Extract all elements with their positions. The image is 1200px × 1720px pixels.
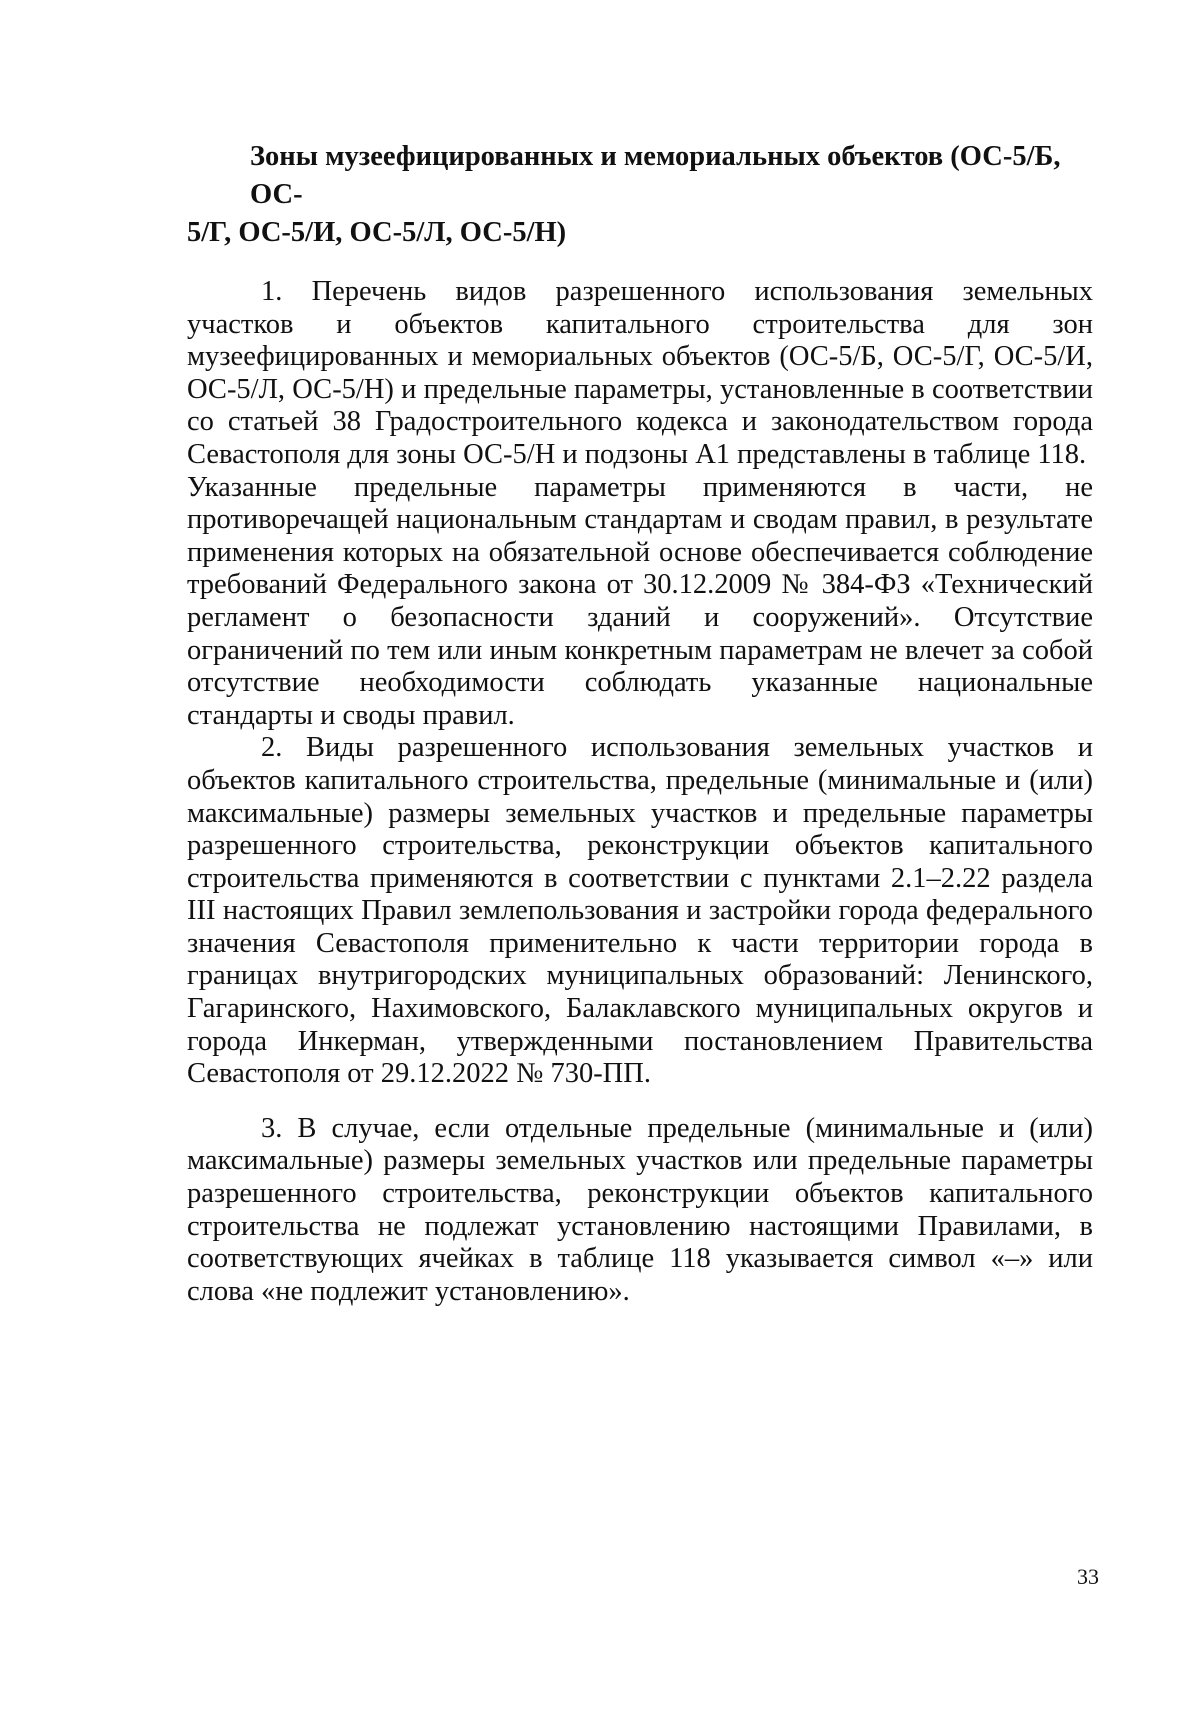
paragraph-1-continuation: Указанные предельные параметры применяются в части, не противоречащей национальным стандартам и сводам правил, в результате применения которых на обязательной основе обеспечивается соблюдение требований Федерального закона от 30.12.2009 № 384-ФЗ «Технический регламент о безопасности зданий и сооружений». Отсутствие ограничений по тем или иным конкретным параметрам не влечет за собой отсутствие необходимости соблюдать указанные национальные стандарты и своды правил. — [187, 471, 1093, 731]
page-number: 33 — [1077, 1564, 1099, 1589]
paragraph-3: 3. В случае, если отдельные предельные (минимальные и (или) максимальные) размеры земельных участков или предельные параметры разрешенного строительства, реконструкции объектов капитального строительства не подлежат установлению настоящими Правилами, в соответствующих ячейках в таблице 118 указывается символ «–» или слова «не подлежит установлению». — [187, 1112, 1093, 1307]
section-title-line-1: Зоны музеефицированных и мемориальных объектов (ОС-5/Б, ОС- — [250, 141, 1061, 210]
section-title — [187, 138, 1093, 252]
document-content — [187, 138, 1093, 1308]
section-title-line-2: 5/Г, ОС-5/И, ОС-5/Л, ОС-5/Н) — [187, 217, 567, 248]
paragraph-2: 2. Виды разрешенного использования земельных участков и объектов капитального строительства, предельные (минимальные и (или) максимальные) размеры земельных участков и предельные параметры разрешенного строительства, реконструкции объектов капитального строительства применяются в соответствии с пунктами 2.1–2.22 раздела III настоящих Правил землепользования и застройки города федерального значения Севастополя применительно к части территории города в границах внутригородских муниципальных образований: Ленинского, Гагаринского, Нахимовского, Балаклавского муниципальных округов и города Инкерман, утвержденными постановлением Правительства Севастополя от 29.12.2022 № 730-ПП. — [187, 732, 1093, 1090]
paragraph-1: 1. Перечень видов разрешенного использования земельных участков и объектов капитального строительства для зон музеефицированных и мемориальных объектов (ОС-5/Б, ОС-5/Г, ОС-5/И, ОС-5/Л, ОС-5/Н) и предельные параметры, установленные в соответствии со статьей 38 Градостроительного кодекса и законодательством города Севастополя для зоны ОС-5/Н и подзоны А1 представлены в таблице 118. — [187, 276, 1093, 470]
